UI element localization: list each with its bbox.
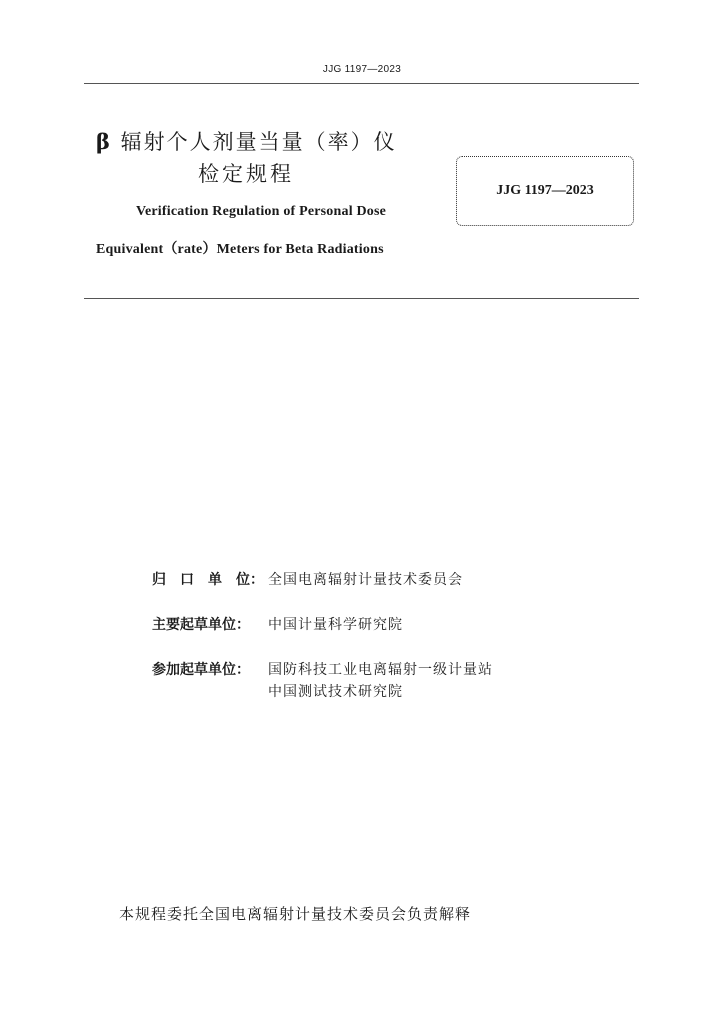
main-drafting-label: 主要起草单位：: [152, 617, 250, 633]
participating-unit: 中国测试技术研究院: [268, 684, 403, 700]
participating-drafting-values: [268, 659, 493, 703]
beta-symbol: β: [96, 129, 112, 154]
label-char: 归: [152, 572, 166, 588]
interpretation-note: 本规程委托全国电离辐射计量技术委员会负责解释: [119, 905, 472, 923]
responsible-unit-value: 全国电离辐射计量技术委员会: [268, 572, 463, 588]
title-divider: [84, 298, 639, 299]
responsible-unit-row: [152, 569, 463, 591]
header-divider: [84, 83, 639, 84]
label-char: 单: [208, 572, 222, 588]
responsible-unit-label: [152, 569, 268, 591]
participating-unit: 国防科技工业电离辐射一级计量站: [268, 662, 493, 678]
title-chinese-line1: [96, 126, 426, 156]
main-drafting-row: [152, 614, 403, 636]
label-char: 位：: [236, 572, 264, 588]
regulation-code-box: [456, 156, 634, 226]
label-char: 口: [180, 572, 194, 588]
regulation-code: JJG 1197—2023: [496, 183, 594, 198]
participating-drafting-label: 参加起草单位：: [152, 662, 250, 678]
title-english-line1: Verification Regulation of Personal Dose: [135, 204, 387, 219]
title-chinese-text: 辐射个人剂量当量（率）仪: [120, 130, 397, 154]
page-header-code: JJG 1197—2023: [322, 64, 402, 75]
title-english-line2: Equivalent（rate）Meters for Beta Radiations: [96, 242, 384, 257]
main-drafting-value: 中国计量科学研究院: [268, 617, 403, 633]
participating-drafting-row: [152, 659, 493, 703]
title-chinese-line2: 检定规程: [198, 162, 294, 186]
